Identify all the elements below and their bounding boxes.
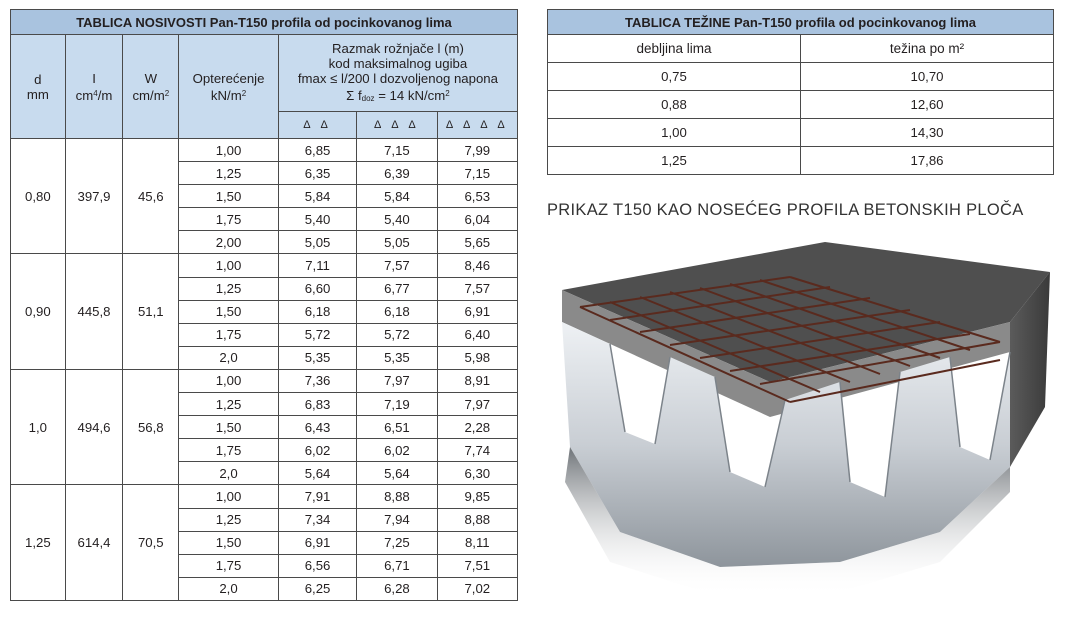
span-value-cell: 6,25 (278, 577, 356, 600)
span-value-cell: 8,91 (437, 369, 517, 392)
span-value-cell: 8,11 (437, 531, 517, 554)
header-span (278, 35, 517, 112)
span-value-cell: 6,77 (357, 277, 437, 300)
weight-cell: 14,30 (801, 119, 1054, 147)
span-value-cell: 6,91 (437, 300, 517, 323)
header-w-unit: $cm/m^2$ (132, 87, 170, 103)
span-value-cell: 7,34 (278, 508, 356, 531)
load-value-cell: 2,0 (179, 346, 279, 369)
load-value-cell: 1,25 (179, 393, 279, 416)
span-value-cell: 6,91 (278, 531, 356, 554)
group-d-cell: 1,0 (11, 369, 66, 484)
span-value-cell: 7,74 (437, 439, 517, 462)
span-value-cell: 5,35 (357, 346, 437, 369)
span-value-cell: 5,40 (357, 208, 437, 231)
group-d-cell: 0,90 (11, 254, 66, 369)
weight-cell: 17,86 (801, 147, 1054, 175)
thickness-cell: 1,00 (548, 119, 801, 147)
group-i-cell: 445,8 (65, 254, 123, 369)
span-value-cell: 6,39 (357, 162, 437, 185)
span-value-cell: 7,15 (437, 162, 517, 185)
span-value-cell: 6,85 (278, 139, 356, 162)
header-modulus (123, 35, 179, 139)
table-row (548, 147, 1054, 175)
thickness-cell: 0,88 (548, 91, 801, 119)
load-value-cell: 1,50 (179, 185, 279, 208)
header-sheet-thickness: debljina lima (548, 35, 801, 63)
span-value-cell: 5,64 (278, 462, 356, 485)
span-value-cell: 6,04 (437, 208, 517, 231)
span-value-cell: 5,72 (278, 323, 356, 346)
span-value-cell: 9,85 (437, 485, 517, 508)
load-value-cell: 1,75 (179, 208, 279, 231)
span-value-cell: 6,51 (357, 416, 437, 439)
span-value-cell: 6,28 (357, 577, 437, 600)
span-value-cell: 5,72 (357, 323, 437, 346)
load-value-cell: 1,50 (179, 300, 279, 323)
span-value-cell: 5,64 (357, 462, 437, 485)
span-value-cell: 5,05 (357, 231, 437, 254)
header-span-line1: Razmak rožnjače l (m) (331, 40, 464, 56)
span-value-cell: 7,36 (278, 369, 356, 392)
span-value-cell: 7,11 (278, 254, 356, 277)
span-value-cell: 7,15 (357, 139, 437, 162)
span-value-cell: 8,88 (437, 508, 517, 531)
span-value-cell: 6,71 (357, 554, 437, 577)
load-value-cell: 1,00 (179, 485, 279, 508)
table-row (11, 254, 518, 277)
weight-table (547, 9, 1054, 175)
span-value-cell: 7,19 (357, 393, 437, 416)
weight-cell: 12,60 (801, 91, 1054, 119)
header-d-label: d (34, 71, 42, 87)
load-value-cell: 1,00 (179, 254, 279, 277)
span-value-cell: 7,97 (437, 393, 517, 416)
span-value-cell: 2,28 (437, 416, 517, 439)
span-value-cell: 7,57 (357, 254, 437, 277)
header-load-unit: $kN/m^2$ (210, 87, 247, 103)
load-value-cell: 1,75 (179, 439, 279, 462)
span-value-cell: 7,57 (437, 277, 517, 300)
header-inertia (65, 35, 123, 139)
span-value-cell: 5,98 (437, 346, 517, 369)
header-d-unit: mm (26, 86, 49, 102)
thickness-cell: 1,25 (548, 147, 801, 175)
span-value-cell: 6,43 (278, 416, 356, 439)
span-value-cell: 8,88 (357, 485, 437, 508)
span-value-cell: 6,83 (278, 393, 356, 416)
load-value-cell: 1,75 (179, 323, 279, 346)
span-value-cell: 6,18 (357, 300, 437, 323)
span-value-cell: 5,84 (278, 185, 356, 208)
span-value-cell: 7,51 (437, 554, 517, 577)
weight-table-body (548, 63, 1054, 175)
span-value-cell: 6,35 (278, 162, 356, 185)
span-value-cell: 5,35 (278, 346, 356, 369)
header-thickness (11, 35, 66, 139)
load-value-cell: 1,25 (179, 508, 279, 531)
span-value-cell: 6,02 (357, 439, 437, 462)
table-row (11, 485, 518, 508)
header-load-label: Opterećenje (192, 70, 265, 86)
header-span-line3: fmax ≤ l/200 l dozvoljenog napona (297, 70, 498, 86)
span-value-cell: 6,02 (278, 439, 356, 462)
load-value-cell: 1,50 (179, 531, 279, 554)
thickness-cell: 0,75 (548, 63, 801, 91)
load-value-cell: 2,0 (179, 462, 279, 485)
span-value-cell: 8,46 (437, 254, 517, 277)
span-value-cell: 7,97 (357, 369, 437, 392)
span-value-cell: 7,02 (437, 577, 517, 600)
header-load (179, 35, 279, 139)
span-value-cell: 5,84 (357, 185, 437, 208)
span-value-cell: 6,18 (278, 300, 356, 323)
group-d-cell: 1,25 (11, 485, 66, 600)
header-w-label: W (144, 70, 158, 86)
group-w-cell: 45,6 (123, 139, 179, 254)
illustration-caption: PRIKAZ T150 KAO NOSEĆEG PROFILA BETONSKIH PLOČA (547, 201, 1024, 219)
header-weight-per-m2: težina po m² (801, 35, 1054, 63)
header-i-label: I (92, 70, 96, 86)
span-value-cell: 6,56 (278, 554, 356, 577)
group-w-cell: 51,1 (123, 254, 179, 369)
load-value-cell: 1,75 (179, 554, 279, 577)
header-span-line4: Σ $f_{doz} = 14$ $kN/cm^2$ (346, 87, 450, 103)
group-i-cell: 397,9 (65, 139, 123, 254)
load-value-cell: 1,25 (179, 277, 279, 300)
load-value-cell: 2,00 (179, 231, 279, 254)
group-i-cell: 614,4 (65, 485, 123, 600)
table-row (11, 139, 518, 162)
group-d-cell: 0,80 (11, 139, 66, 254)
span-value-cell: 5,40 (278, 208, 356, 231)
load-value-cell: 2,0 (179, 577, 279, 600)
span-value-cell: 7,94 (357, 508, 437, 531)
span-value-cell: 7,99 (437, 139, 517, 162)
table-row (548, 91, 1054, 119)
table-row (548, 119, 1054, 147)
load-capacity-table (10, 9, 518, 601)
span-value-cell: 6,30 (437, 462, 517, 485)
header-span-col3: Δ Δ Δ Δ (437, 112, 517, 139)
group-w-cell: 56,8 (123, 369, 179, 484)
table-row (548, 63, 1054, 91)
span-value-cell: 7,91 (278, 485, 356, 508)
group-w-cell: 70,5 (123, 485, 179, 600)
header-span-col1: Δ Δ (278, 112, 356, 139)
group-i-cell: 494,6 (65, 369, 123, 484)
header-span-line2: kod maksimalnog ugiba (328, 55, 468, 71)
load-table-body (11, 139, 518, 601)
header-span-col2: Δ Δ Δ (357, 112, 437, 139)
load-table-title: TABLICA NOSIVOSTI Pan-T150 profila od pocinkovanog lima (11, 10, 518, 35)
load-value-cell: 1,00 (179, 369, 279, 392)
span-value-cell: 6,53 (437, 185, 517, 208)
load-value-cell: 1,25 (179, 162, 279, 185)
weight-cell: 10,70 (801, 63, 1054, 91)
span-value-cell: 5,65 (437, 231, 517, 254)
span-value-cell: 7,25 (357, 531, 437, 554)
load-value-cell: 1,00 (179, 139, 279, 162)
load-value-cell: 1,50 (179, 416, 279, 439)
weight-table-title: TABLICA TEŽINE Pan-T150 profila od pocinkovanog lima (548, 10, 1054, 35)
span-value-cell: 6,40 (437, 323, 517, 346)
span-value-cell: 6,60 (278, 277, 356, 300)
concrete-slab-illustration (540, 232, 1060, 627)
span-value-cell: 5,05 (278, 231, 356, 254)
table-row (11, 369, 518, 392)
header-i-unit: $cm^4/m$ (75, 87, 113, 103)
